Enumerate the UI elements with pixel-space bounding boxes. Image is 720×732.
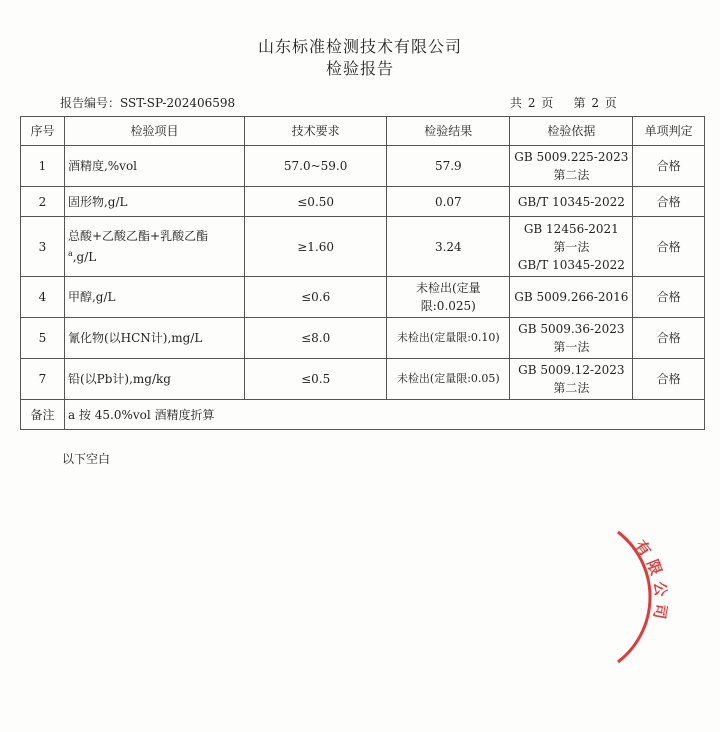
basis-line: GB 5009.12-2023 <box>518 363 625 377</box>
cell-judgement: 合格 <box>633 359 705 400</box>
cell-requirement: ≤0.5 <box>245 359 387 400</box>
basis-line: 第二法 <box>553 381 590 395</box>
cell-no: 5 <box>21 318 65 359</box>
cell-requirement: ≤0.50 <box>245 187 387 217</box>
basis-line: GB/T 10345-2022 <box>517 194 625 209</box>
basis-line: GB 5009.225-2023 <box>514 150 629 164</box>
cell-item: 氰化物(以HCN计),mg/L <box>64 318 244 359</box>
footnote-marker: a <box>67 249 73 258</box>
cell-judgement: 合格 <box>633 277 705 318</box>
cell-requirement: 57.0~59.0 <box>245 146 387 187</box>
cell-basis <box>510 318 633 359</box>
item-text: 总酸+乙酸乙酯+乳酸乙酯 <box>67 229 209 243</box>
col-header-item: 检验项目 <box>64 117 244 146</box>
cell-basis <box>510 146 633 187</box>
cell-no: 2 <box>21 187 65 217</box>
cell-no: 3 <box>21 217 65 277</box>
table-row <box>21 217 705 277</box>
cell-requirement: ≤0.6 <box>245 277 387 318</box>
page-indicator: 共 2 页 第 2 页 <box>510 96 618 110</box>
col-header-no: 序号 <box>21 117 65 146</box>
cell-no: 4 <box>21 277 65 318</box>
cell-requirement: ≤8.0 <box>245 318 387 359</box>
remark-row <box>21 400 705 430</box>
col-header-requirement: 技术要求 <box>245 117 387 146</box>
cell-judgement: 合格 <box>633 318 705 359</box>
cell-basis <box>510 277 633 318</box>
basis-line: 第二法 <box>553 168 590 182</box>
cell-no: 1 <box>21 146 65 187</box>
table-row <box>21 359 705 400</box>
cell-result: 未检出(定量限:0.025) <box>387 277 510 318</box>
cell-basis <box>510 217 633 277</box>
end-of-content-note: 以下空白 <box>62 452 111 466</box>
cell-no: 7 <box>21 359 65 400</box>
cell-result: 3.24 <box>387 217 510 277</box>
table-row <box>21 187 705 217</box>
table-header-row <box>21 117 705 146</box>
cell-judgement: 合格 <box>633 146 705 187</box>
cell-result: 未检出(定量限:0.10) <box>387 318 510 359</box>
remark-label: 备注 <box>21 400 65 430</box>
cell-result: 0.07 <box>387 187 510 217</box>
report-number-value: SST-SP-202406598 <box>120 96 236 110</box>
company-seal <box>590 520 710 670</box>
basis-line: 第一法 <box>553 239 590 254</box>
cell-item <box>64 217 244 277</box>
cell-result: 未检出(定量限:0.05) <box>387 359 510 400</box>
inspection-table <box>20 116 705 430</box>
item-unit: ,g/L <box>72 250 97 264</box>
cell-item: 甲醇,g/L <box>64 277 244 318</box>
cell-item: 固形物,g/L <box>64 187 244 217</box>
col-header-judgement: 单项判定 <box>633 117 705 146</box>
col-header-result: 检验结果 <box>387 117 510 146</box>
cell-item: 铅(以Pb计),mg/kg <box>64 359 244 400</box>
seal-text-path: 有限公司 <box>631 536 671 627</box>
col-header-basis: 检验依据 <box>510 117 633 146</box>
cell-basis <box>510 359 633 400</box>
basis-line: 第一法 <box>553 340 590 354</box>
remark-text: a 按 45.0%vol 酒精度折算 <box>64 400 704 430</box>
seal-text <box>631 537 670 626</box>
basis-line: GB/T 10345-2022 <box>517 257 625 272</box>
basis-line: GB 5009.266-2016 <box>514 290 629 304</box>
table-row <box>21 146 705 187</box>
basis-line: GB 5009.36-2023 <box>518 322 625 336</box>
report-number <box>60 94 235 111</box>
basis-line: GB 12456-2021 <box>523 221 619 236</box>
cell-judgement: 合格 <box>633 217 705 277</box>
cell-requirement: ≥1.60 <box>245 217 387 277</box>
cell-judgement: 合格 <box>633 187 705 217</box>
cell-item: 酒精度,%vol <box>64 146 244 187</box>
report-number-label: 报告编号： <box>60 96 121 110</box>
cell-basis <box>510 187 633 217</box>
cell-result: 57.9 <box>387 146 510 187</box>
table-row <box>21 318 705 359</box>
company-name: 山东标准检测技术有限公司 <box>257 37 462 56</box>
table-row <box>21 277 705 318</box>
document-title: 检验报告 <box>325 59 394 78</box>
